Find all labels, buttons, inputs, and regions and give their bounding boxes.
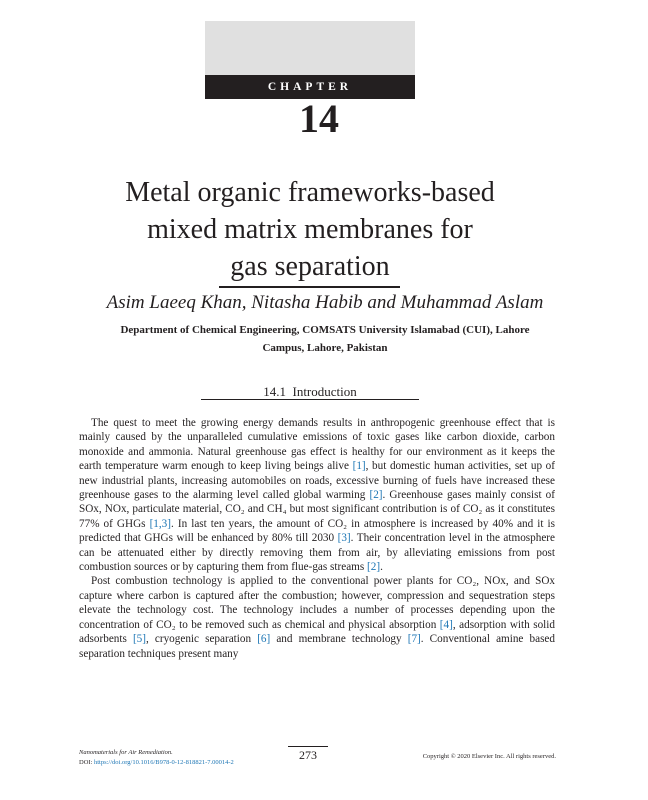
text-run: . Conventional amine based separation techniques present many	[79, 633, 555, 660]
citation-link[interactable]: [7]	[407, 633, 421, 646]
footer-citation	[79, 748, 234, 768]
citation-link[interactable]: [1]	[352, 460, 366, 473]
affiliation-line: Campus, Lahore, Pakistan	[262, 342, 388, 354]
text-run: , cryogenic separation	[146, 633, 258, 646]
title-underline	[219, 286, 400, 288]
text-run: Post combustion technology is applied to the conventional power plants for CO₂, NOx, and SOx capture where carbon is captured after the combustion; however, compression and sequestration steps elevate the technology cost. The technology includes a number of processes depending upon the concentration of CO₂ to be removed such as chemical and physical absorption	[79, 575, 555, 631]
citation-link[interactable]: [5]	[132, 633, 146, 646]
text-run: , adsorption with solid adsorbents	[79, 618, 555, 646]
book-title: Nanomaterials for Air Remediation.	[79, 749, 173, 756]
citation-link[interactable]: [2]	[367, 561, 381, 574]
section-number: 14.1	[263, 384, 286, 399]
citation-link[interactable]: [2]	[369, 489, 383, 502]
citation-link[interactable]: [4]	[439, 618, 453, 631]
section-title: Introduction	[292, 384, 357, 399]
text-run: . In last ten years, the amount of CO₂ in atmosphere is increased by 40% and it is predicted that GHGs will be enhanced by 80% till 2030	[79, 517, 555, 545]
title-line: Metal organic frameworks-based	[125, 177, 495, 208]
title-line: gas separation	[230, 251, 390, 282]
title-line: mixed matrix membranes for	[147, 214, 473, 245]
citation-link[interactable]: [1,3]	[149, 517, 171, 530]
citation-link[interactable]: [3]	[337, 532, 351, 545]
chapter-label: CHAPTER	[205, 75, 415, 99]
chapter-number: 14	[299, 96, 339, 141]
copyright: Copyright © 2020 Elsevier Inc. All rights reserved.	[422, 753, 556, 760]
text-run: The quest to meet the growing energy demands results in anthropogenic greenhouse effect that is mainly caused by the unparalleled cumulative emissions of toxic gases like carbon dioxide, carbon monoxide and ammonia. Natural greenhouse gas effect is healthy for our environment as it keeps the earth temperature warm enough to keep living beings alive	[79, 417, 555, 473]
doi-line	[79, 758, 234, 768]
citation-link[interactable]: [6]	[257, 633, 271, 646]
text-run: . Greenhouse gases mainly consist of SOx, NOx, particulate material, CO₂ and CH₄ but most significant contribution is of CO₂ as it constitutes 77% of GHGs	[79, 489, 555, 530]
page-number: 273	[299, 748, 317, 762]
affiliation-line: Department of Chemical Engineering, COMSATS University Islamabad (CUI), Lahore	[120, 324, 530, 336]
section-underline	[201, 399, 419, 400]
authors: Asim Laeeq Khan, Nitasha Habib and Muhammad Aslam	[106, 292, 544, 313]
doi-link[interactable]: https://doi.org/10.1016/B978-0-12-818821-7.00014-2	[93, 759, 234, 766]
paragraph	[79, 416, 555, 574]
footer-rule	[288, 746, 328, 747]
text-run: and membrane technology	[270, 633, 408, 646]
text-run: .	[380, 561, 383, 574]
paragraph	[79, 574, 555, 660]
doi-label: DOI:	[79, 759, 94, 766]
affiliation	[70, 321, 580, 357]
chapter-title	[60, 174, 560, 285]
text-run: , but domestic human activities, set up of new industrial plants, increasing automobiles on roads, excessive burning of fuels have increased these greenhouse gases to the alarming level called global warming	[79, 460, 555, 502]
body-text	[79, 416, 555, 661]
section-heading	[201, 384, 419, 400]
text-run: . Their concentration level in the atmosphere can be attenuated either by directly removing them from air, by alleviating emissions from post combustion sources or by capturing them from flue-gas streams	[79, 532, 555, 574]
